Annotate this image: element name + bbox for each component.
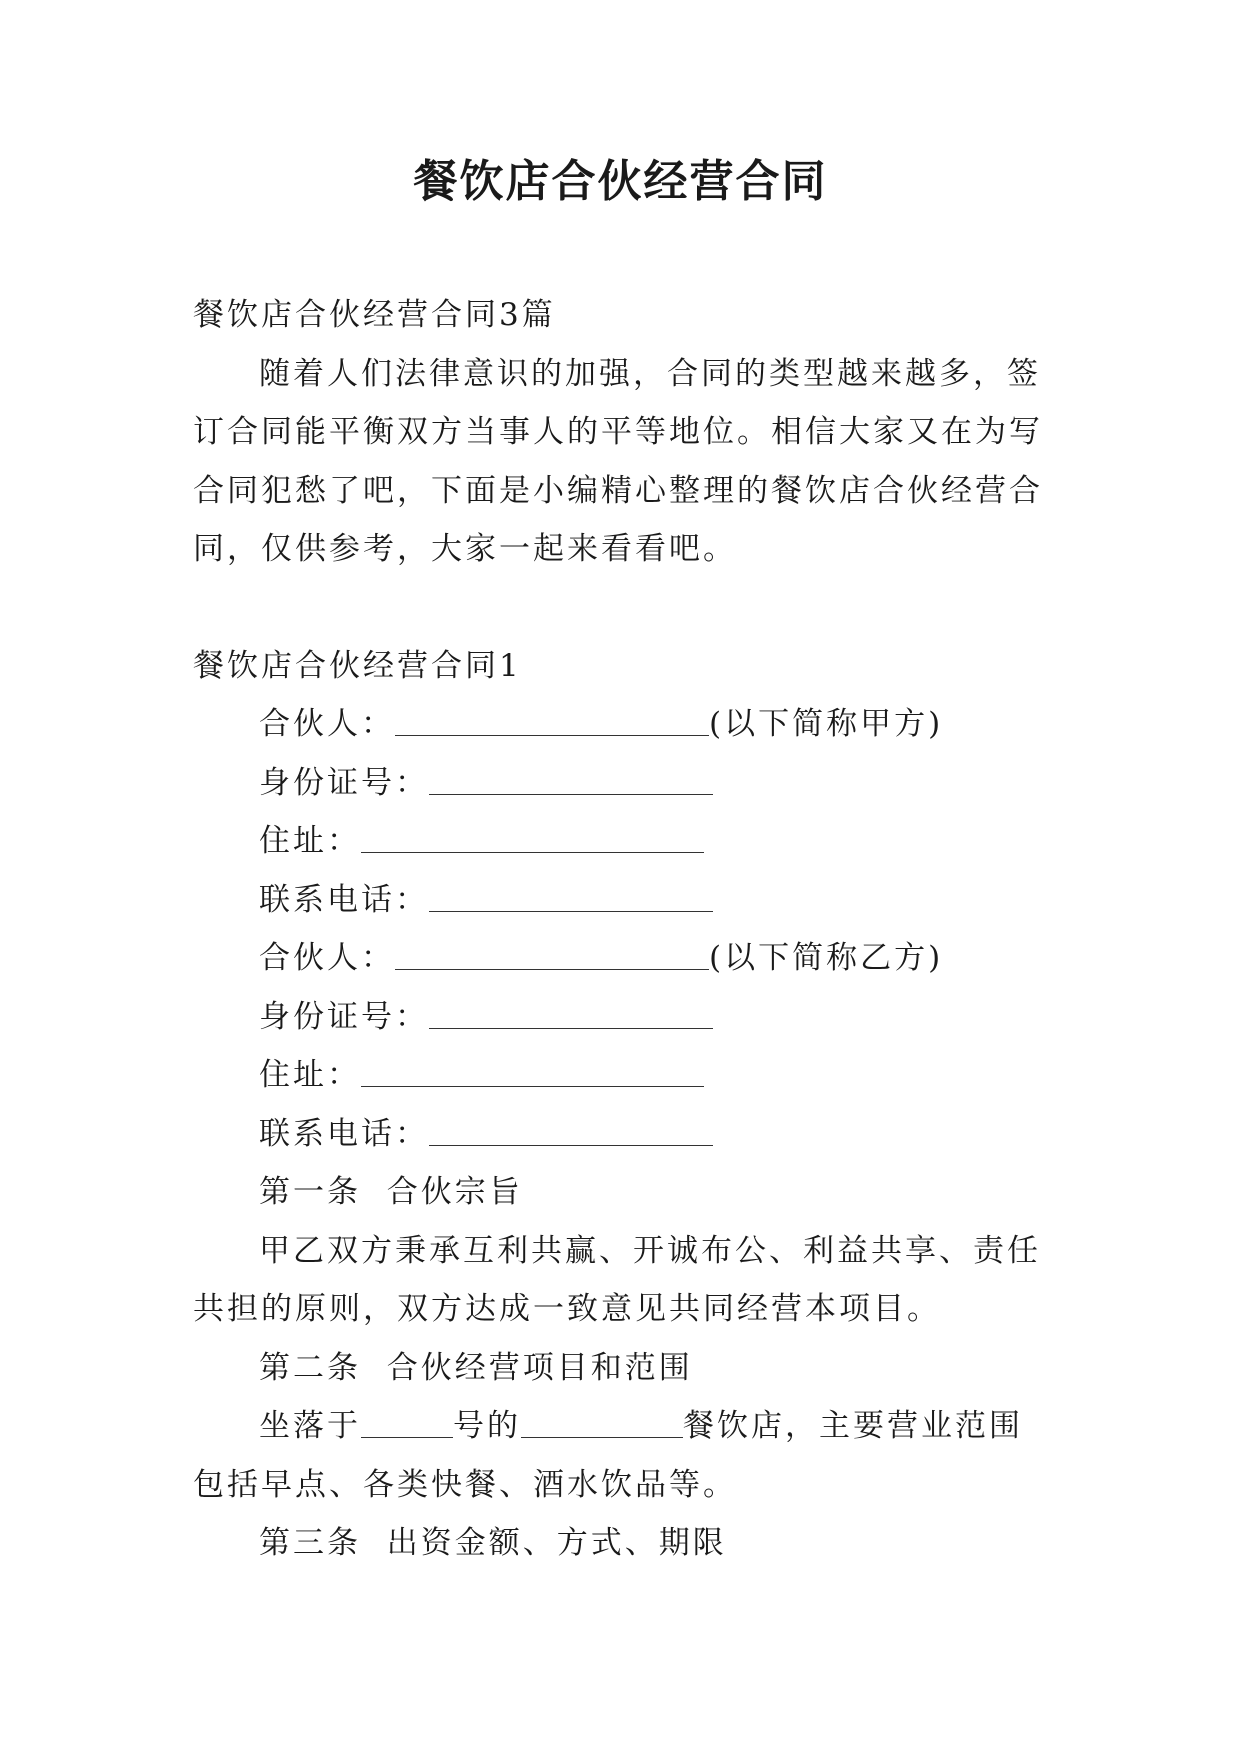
- party-b-partner-suffix: (以下简称乙方): [709, 940, 944, 976]
- party-a-id-line: [193, 754, 1053, 813]
- party-b-address-blank: [361, 1052, 704, 1087]
- intro-paragraph: 随着人们法律意识的加强，合同的类型越来越多，签订合同能平衡双方当事人的平等地位。相信大家又在为写合同犯愁了吧，下面是小编精心整理的餐饮店合伙经营合同，仅供参考，大家一起来看看吧。: [193, 355, 1043, 567]
- party-b-id-label: 身份证号：: [259, 998, 429, 1035]
- party-a-id-label: 身份证号：: [259, 764, 429, 801]
- party-b-phone-line: [193, 1105, 1053, 1164]
- article-2-body: [193, 1397, 1053, 1514]
- shop-name-blank: [521, 1403, 683, 1438]
- party-a-address-line: [193, 812, 1053, 871]
- party-a-address-blank: [361, 818, 704, 853]
- article-1-body: 甲乙双方秉承互利共赢、开诚布公、利益共享、责任共担的原则，双方达成一致意见共同经营本项目。: [193, 1232, 1041, 1327]
- party-a-id-blank: [429, 760, 713, 795]
- party-b-id-line: [193, 988, 1053, 1047]
- number-blank: [361, 1403, 453, 1438]
- party-b-id-blank: [429, 994, 713, 1029]
- party-b-phone-blank: [429, 1111, 713, 1146]
- document-body: [193, 286, 1053, 1573]
- party-a-phone-label: 联系电话：: [259, 881, 429, 918]
- article-2-text-2: 号的: [453, 1408, 521, 1444]
- article-2-heading: 第二条 合伙经营项目和范围: [259, 1349, 693, 1386]
- party-a-partner-suffix: (以下简称甲方): [709, 706, 944, 742]
- article-3-heading: 第三条 出资金额、方式、期限: [259, 1525, 727, 1561]
- party-a-partner-label: 合伙人：: [259, 706, 395, 742]
- section-heading: 餐饮店合伙经营合同1: [193, 647, 522, 684]
- spacer: [193, 579, 1053, 637]
- party-b-partner-blank: [395, 935, 709, 970]
- article-2-text-1: 坐落于: [259, 1408, 361, 1444]
- article-2-text-3: 餐饮店，主要营业范围包括早点、各类快餐、酒水饮品等。: [193, 1408, 1023, 1503]
- document-title: 餐饮店合伙经营合同: [413, 156, 828, 207]
- party-a-partner-blank: [395, 701, 709, 736]
- party-a-phone-line: [193, 871, 1053, 930]
- party-a-partner-line: [193, 695, 1053, 754]
- subtitle: 餐饮店合伙经营合同3篇: [193, 297, 556, 333]
- party-b-address-label: 住址：: [259, 1057, 361, 1093]
- party-a-address-label: 住址：: [259, 823, 361, 859]
- party-b-partner-label: 合伙人：: [259, 940, 395, 976]
- article-1-heading: 第一条 合伙宗旨: [259, 1174, 523, 1210]
- party-a-phone-blank: [429, 877, 713, 912]
- party-b-address-line: [193, 1046, 1053, 1105]
- party-b-phone-label: 联系电话：: [259, 1115, 429, 1152]
- party-b-partner-line: [193, 929, 1053, 988]
